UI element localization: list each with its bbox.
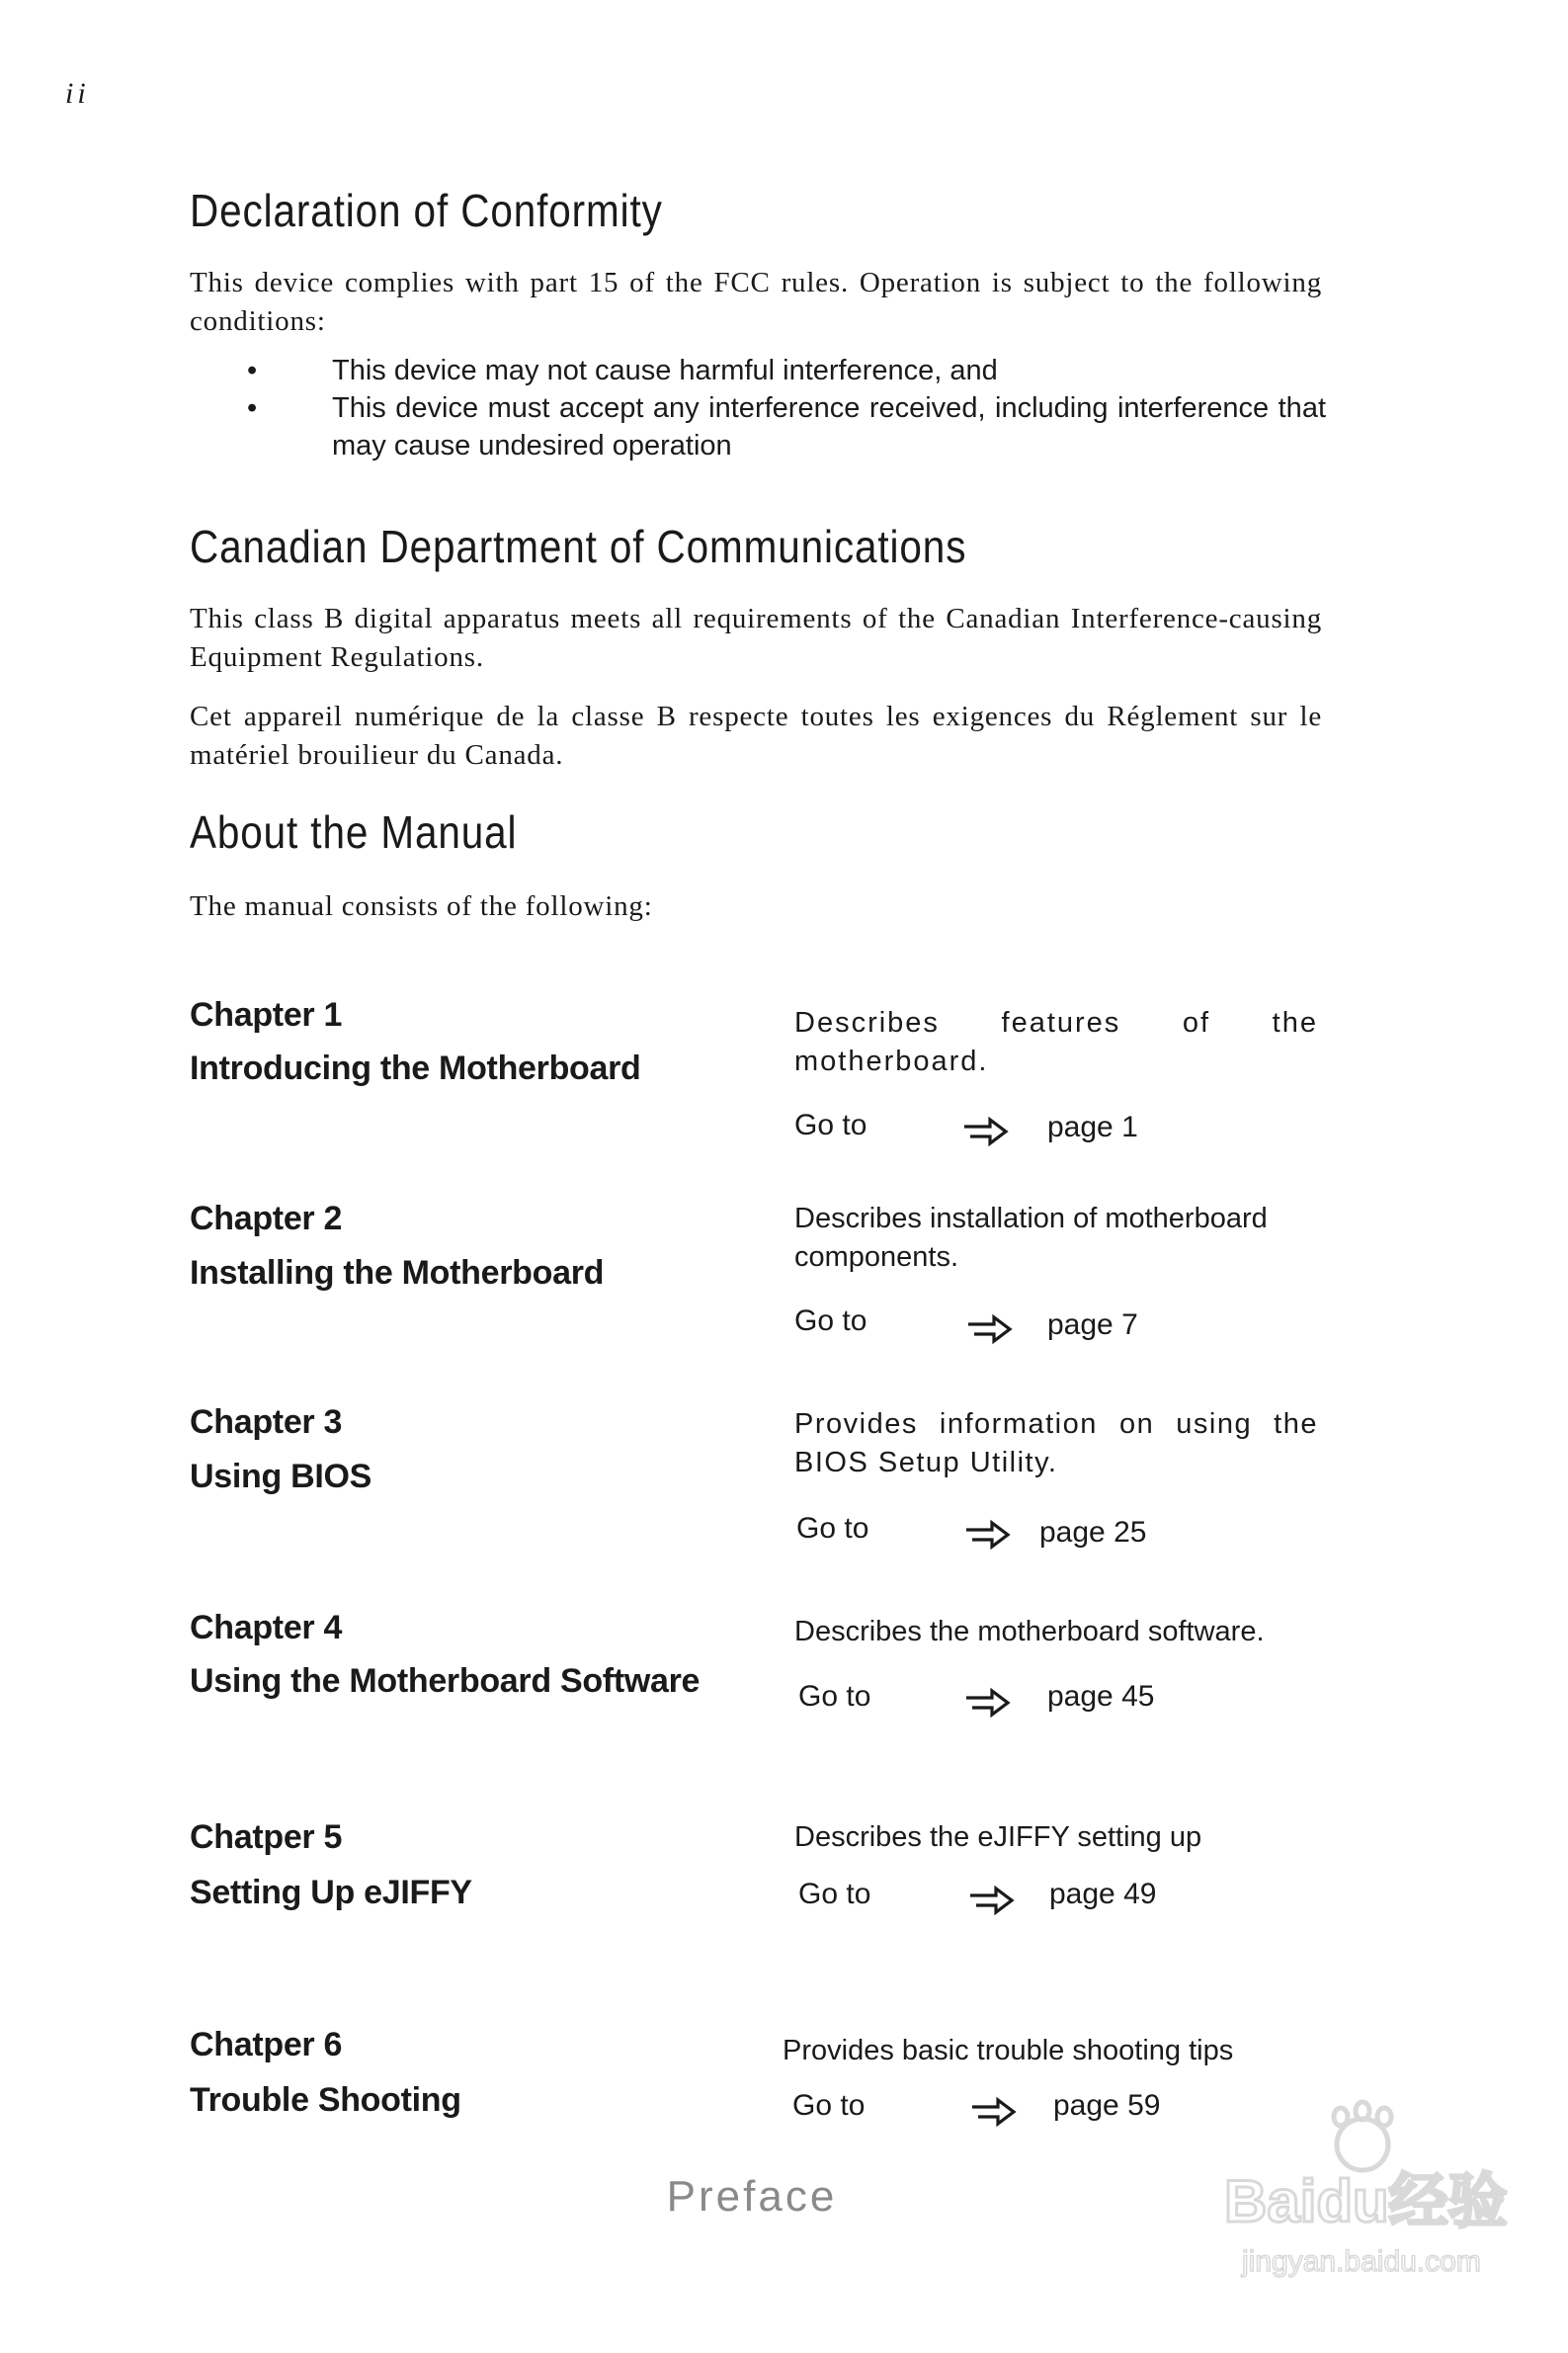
goto-label: Go to: [794, 1109, 867, 1141]
manual-intro: The manual consists of the following:: [190, 890, 653, 922]
goto-label: Go to: [792, 2089, 866, 2122]
chapter-number: Chapter 1: [190, 996, 343, 1034]
chapter-description: Provides information on using the BIOS Setup Utility.: [794, 1408, 1318, 1478]
chapter-number: Chatper 6: [190, 2026, 343, 2063]
page-link[interactable]: page 59: [1053, 2089, 1161, 2122]
page-link[interactable]: page 49: [1049, 1878, 1157, 1910]
chapter-title: Introducing the Motherboard: [190, 1050, 641, 1087]
arrow-right-icon: [962, 1117, 1008, 1146]
conformity-bullet-1: This device may not cause harmful interference, and: [332, 355, 998, 386]
chapter-title: Using the Motherboard Software: [190, 1662, 701, 1700]
chapter-description: Describes the eJIFFY setting up: [794, 1821, 1202, 1853]
arrow-right-icon: [964, 1688, 1010, 1718]
bullet-symbol: •: [247, 392, 258, 424]
chapter-number: Chapter 2: [190, 1200, 343, 1237]
baidu-watermark-logo: [1214, 2105, 1508, 2283]
goto-label: Go to: [798, 1680, 871, 1713]
canadian-heading: Canadian Department of Communications: [190, 521, 967, 572]
conformity-intro: This device complies with part 15 of the FCC rules. Operation is subject to the following conditions:: [190, 267, 1322, 337]
chapter-title: Setting Up eJIFFY: [190, 1874, 472, 1911]
page-link[interactable]: page 25: [1039, 1516, 1147, 1549]
chapter-title: Using BIOS: [190, 1458, 372, 1495]
goto-label: Go to: [794, 1304, 867, 1337]
manual-heading: About the Manual: [190, 806, 518, 858]
chapter-number: Chapter 3: [190, 1403, 343, 1441]
chapter-title: Trouble Shooting: [190, 2081, 461, 2119]
conformity-heading: Declaration of Conformity: [190, 185, 663, 236]
chapter-title: Installing the Motherboard: [190, 1254, 605, 1292]
bullet-symbol: •: [247, 355, 258, 386]
chapter-description: Provides basic trouble shooting tips: [783, 2035, 1234, 2066]
watermark-brand: Baidu经验: [1224, 2168, 1508, 2234]
goto-label: Go to: [796, 1512, 869, 1545]
page-footer: Preface: [666, 2172, 838, 2221]
conformity-bullet-2: This device must accept any interference received, including interference that may cause undesired operation: [332, 392, 1326, 462]
chapter-description: Describes installation of motherboard components.: [794, 1203, 1268, 1273]
chapter-description: Describes features of the motherboard.: [794, 1007, 1318, 1077]
arrow-right-icon: [970, 2097, 1016, 2127]
canadian-paragraph-fr: Cet appareil numérique de la classe B respecte toutes les exigences du Réglement sur le matériel brouilieur du Canada.: [190, 701, 1322, 771]
page-link[interactable]: page 45: [1047, 1680, 1155, 1713]
arrow-right-icon: [968, 1886, 1014, 1915]
watermark-url: jingyan.baidu.com: [1242, 2245, 1481, 2278]
page-number: ii: [65, 77, 90, 110]
chapter-description: Describes the motherboard software.: [794, 1616, 1265, 1647]
chapter-number: Chatper 5: [190, 1818, 343, 1856]
canadian-paragraph-en: This class B digital apparatus meets all requirements of the Canadian Interference-causing Equipment Regulations.: [190, 603, 1322, 673]
arrow-right-icon: [966, 1314, 1012, 1344]
page-link[interactable]: page 7: [1047, 1308, 1138, 1341]
goto-label: Go to: [798, 1878, 871, 1910]
page-link[interactable]: page 1: [1047, 1111, 1138, 1143]
arrow-right-icon: [964, 1520, 1010, 1550]
chapter-number: Chapter 4: [190, 1609, 343, 1646]
